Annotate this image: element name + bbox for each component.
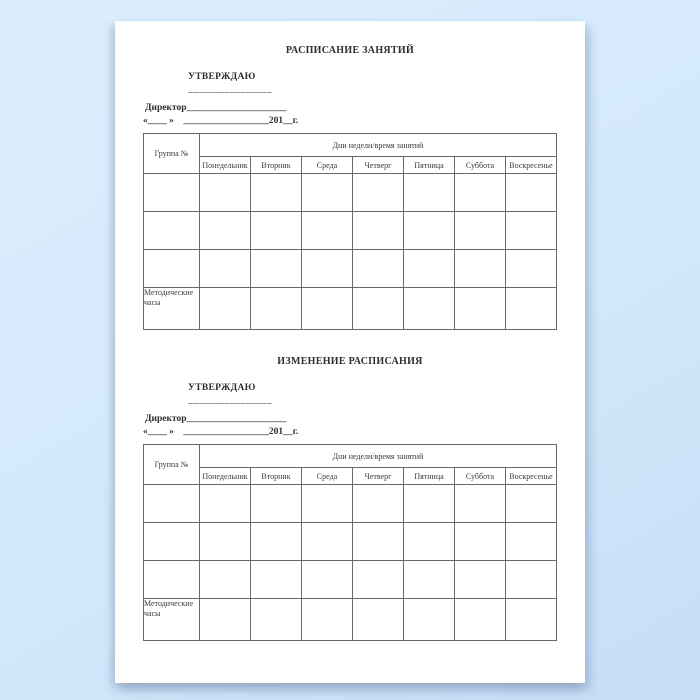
schedule-cell: [506, 174, 557, 212]
day-header-sunday: Воскресенье: [506, 468, 557, 485]
schedule-cell: [302, 599, 353, 641]
schedule-cell: [455, 288, 506, 330]
approve-signature-line: ________________: [188, 85, 272, 95]
document-page: [115, 21, 585, 683]
day-header-wednesday: Среда: [302, 157, 353, 174]
schedule-cell: [404, 561, 455, 599]
schedule-cell: [251, 599, 302, 641]
schedule-cell: [353, 288, 404, 330]
table-row: [144, 561, 557, 599]
schedule-table: [143, 133, 557, 330]
schedule-cell: [455, 174, 506, 212]
schedule-cell: [200, 212, 251, 250]
group-number-cell: [144, 174, 200, 212]
schedule-cell: [302, 174, 353, 212]
schedule-cell: [251, 174, 302, 212]
schedule-cell: [200, 288, 251, 330]
schedule-cell: [200, 174, 251, 212]
schedule-cell: [302, 561, 353, 599]
schedule-cell: [506, 599, 557, 641]
schedule-cell: [404, 288, 455, 330]
group-number-header: Группа №: [144, 134, 200, 174]
schedule-cell: [200, 523, 251, 561]
schedule-cell: [353, 561, 404, 599]
schedule-cell: [302, 523, 353, 561]
date-line: «____ » __________________201__г.: [143, 427, 299, 437]
approve-label: УТВЕРЖДАЮ: [188, 383, 256, 393]
schedule-cell: [404, 523, 455, 561]
group-number-cell: [144, 485, 200, 523]
schedule-cell: [200, 485, 251, 523]
group-number-cell: [144, 523, 200, 561]
schedule-cell: [506, 523, 557, 561]
schedule-cell: [506, 212, 557, 250]
schedule-change-table: [143, 444, 557, 641]
schedule-cell: [506, 485, 557, 523]
day-header-friday: Пятница: [404, 468, 455, 485]
schedule-cell: [353, 485, 404, 523]
day-header-thursday: Четверг: [353, 157, 404, 174]
schedule-cell: [200, 250, 251, 288]
schedule-cell: [353, 174, 404, 212]
schedule-cell: [353, 212, 404, 250]
schedule-cell: [353, 523, 404, 561]
table-row: [144, 174, 557, 212]
director-line: Директор_____________________: [145, 103, 287, 113]
schedule-cell: [251, 523, 302, 561]
table-row: [144, 485, 557, 523]
schedule-cell: [455, 485, 506, 523]
approve-label: УТВЕРЖДАЮ: [188, 72, 256, 82]
day-header-tuesday: Вторник: [251, 468, 302, 485]
schedule-cell: [506, 561, 557, 599]
schedule-cell: [455, 561, 506, 599]
schedule-cell: [302, 250, 353, 288]
day-header-saturday: Суббота: [455, 157, 506, 174]
day-header-sunday: Воскресенье: [506, 157, 557, 174]
day-header-friday: Пятница: [404, 157, 455, 174]
schedule-cell: [455, 250, 506, 288]
schedule-cell: [200, 599, 251, 641]
schedule-cell: [251, 288, 302, 330]
schedule-cell: [302, 212, 353, 250]
methodical-hours-label: Методические часы: [144, 288, 200, 330]
days-header: Дни недели/время занятий: [200, 134, 557, 157]
schedule-cell: [506, 250, 557, 288]
methodical-hours-row: [144, 288, 557, 330]
day-header-monday: Понедельник: [200, 157, 251, 174]
director-line: Директор_____________________: [145, 414, 287, 424]
date-line: «____ » __________________201__г.: [143, 116, 299, 126]
group-number-header: Группа №: [144, 445, 200, 485]
schedule-cell: [455, 599, 506, 641]
schedule-cell: [353, 250, 404, 288]
schedule-cell: [455, 212, 506, 250]
section-schedule: [115, 45, 585, 330]
section-title: РАСПИСАНИЕ ЗАНЯТИЙ: [285, 45, 415, 56]
schedule-cell: [353, 599, 404, 641]
approve-signature-line: ________________: [188, 396, 272, 406]
day-header-monday: Понедельник: [200, 468, 251, 485]
schedule-cell: [251, 561, 302, 599]
schedule-cell: [404, 212, 455, 250]
schedule-cell: [404, 599, 455, 641]
table-row: [144, 212, 557, 250]
section-title: ИЗМЕНЕНИЕ РАСПИСАНИЯ: [277, 356, 423, 367]
day-header-saturday: Суббота: [455, 468, 506, 485]
schedule-cell: [251, 212, 302, 250]
schedule-cell: [404, 485, 455, 523]
schedule-cell: [404, 250, 455, 288]
methodical-hours-label: Методические часы: [144, 599, 200, 641]
section-schedule-change: [115, 356, 585, 641]
schedule-cell: [251, 485, 302, 523]
methodical-hours-row: [144, 599, 557, 641]
day-header-wednesday: Среда: [302, 468, 353, 485]
schedule-cell: [302, 288, 353, 330]
table-row: [144, 523, 557, 561]
group-number-cell: [144, 561, 200, 599]
schedule-cell: [200, 561, 251, 599]
schedule-cell: [251, 250, 302, 288]
day-header-thursday: Четверг: [353, 468, 404, 485]
table-row: [144, 250, 557, 288]
schedule-cell: [404, 174, 455, 212]
schedule-cell: [302, 485, 353, 523]
schedule-cell: [506, 288, 557, 330]
group-number-cell: [144, 212, 200, 250]
schedule-cell: [455, 523, 506, 561]
group-number-cell: [144, 250, 200, 288]
day-header-tuesday: Вторник: [251, 157, 302, 174]
days-header: Дни недели/время занятий: [200, 445, 557, 468]
